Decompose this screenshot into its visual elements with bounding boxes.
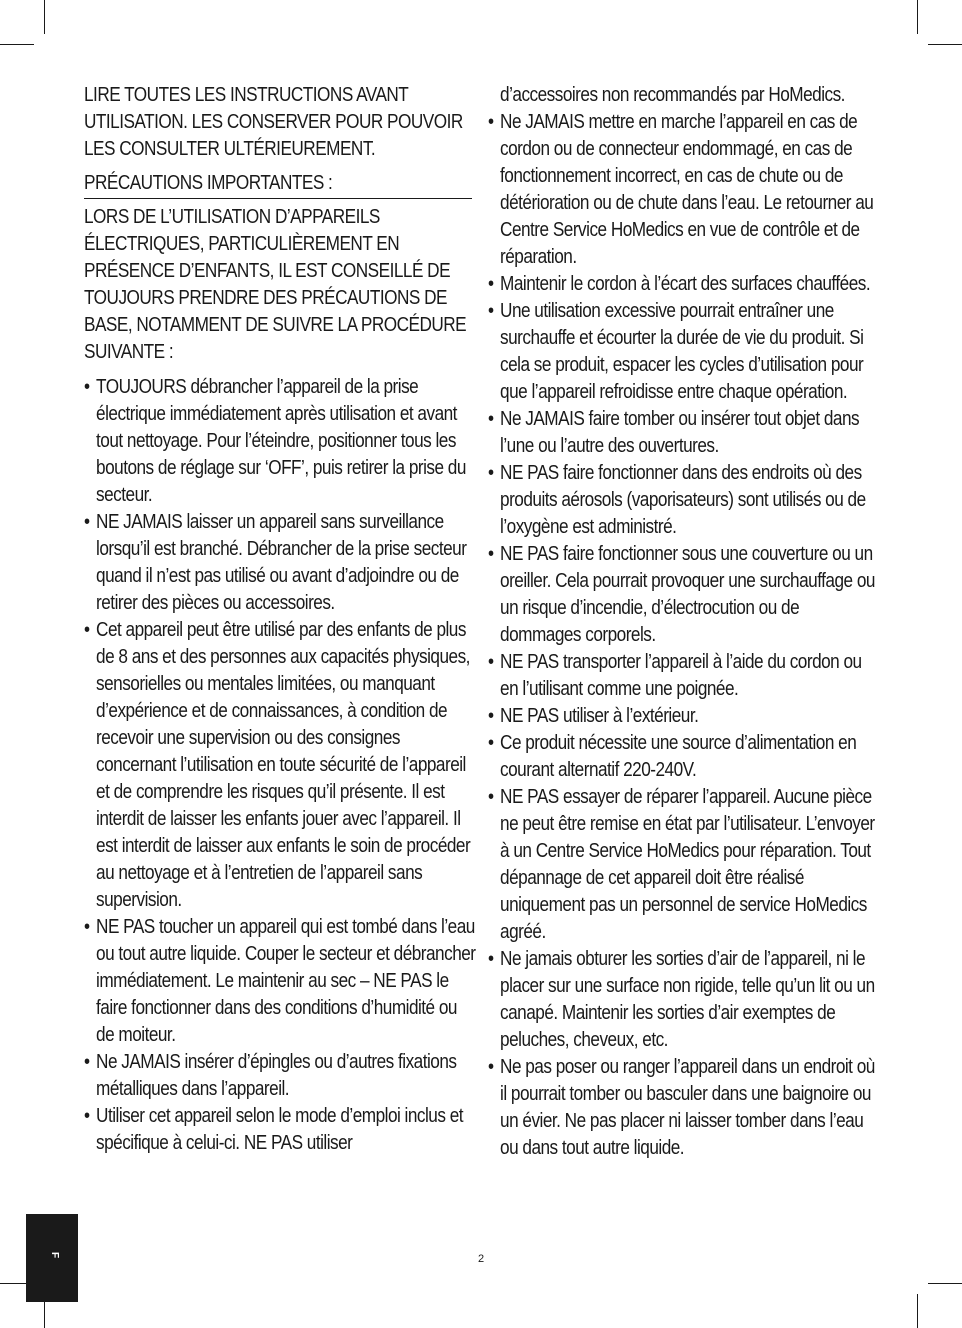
right-column [488,82,880,1162]
list-item: • Maintenir le cordon à l’écart des surfaces chauffées. [488,271,880,298]
heading-main: LIRE TOUTES LES INSTRUCTIONS AVANT UTILISATION. LES CONSERVER POUR POUVOIR LES CONSULTER ULTÉRIEUREMENT. [84,84,463,160]
list-item: • Ne jamais obturer les sorties d’air de l’appareil, ni le placer sur une surface non rigide, telle qu’un lit ou un canapé. Maintenir les sorties d’air exemptes de peluches, cheveux, etc. [488,946,880,1054]
crop-mark [0,44,34,45]
list-item: • TOUJOURS débrancher l’appareil de la prise électrique immédiatement après utilisation et avant tout nettoyage. Pour l’éteindre, positionner tous les boutons de réglage sur ‘OFF’, puis retirer la prise du secteur. [84,374,476,509]
list-item: • Ce produit nécessite une source d’alimentation en courant alternatif 220-240V. [488,730,880,784]
crop-mark [44,0,45,34]
crop-mark [917,1294,918,1328]
left-bullet-list [84,374,476,1157]
page-number: 2 [478,1253,485,1265]
list-item: • NE PAS essayer de réparer l’appareil. Aucune pièce ne peut être remise en état par l’utilisateur. L’envoyer à un Centre Service HoMedics pour réparation. Tout dépannage de cet appareil doit être réalisé uniquement pas un personnel de service HoMedics agréé. [488,784,880,946]
heading-underline [84,198,472,199]
crop-mark [928,44,962,45]
list-item: • NE JAMAIS laisser un appareil sans surveillance lorsqu’il est branché. Débrancher de la prise secteur quand il n’est pas utilisé ou avant d’adjoindre ou de retirer des pièces ou accessoires. [84,509,476,617]
list-item: • Ne JAMAIS faire tomber ou insérer tout objet dans l’une ou l’autre des ouvertures. [488,406,880,460]
list-item: • Ne JAMAIS insérer d’épingles ou d’autres fixations métalliques dans l’appareil. [84,1049,476,1103]
list-item: • NE PAS faire fonctionner dans des endroits où des produits aérosols (vaporisateurs) sont utilisés ou de l’oxygène est administré. [488,460,880,541]
list-item: • Une utilisation excessive pourrait entraîner une surchauffe et écourter la durée de vie du produit. Si cela se produit, espacer les cycles d’utilisation pour que l’appareil refroidisse entre chaque opération. [488,298,880,406]
list-item: • NE PAS utiliser à l’extérieur. [488,703,880,730]
crop-mark [928,1283,962,1284]
continued-bullet-text: d’accessoires non recommandés par HoMedics. [500,84,845,106]
intro-paragraph: LORS DE L’UTILISATION D’APPAREILS ÉLECTRIQUES, PARTICULIÈREMENT EN PRÉSENCE D’ENFANTS, IL EST CONSEILLÉ DE TOUJOURS PRENDRE DES PRÉCAUTIONS DE BASE, NOTAMMENT DE SUIVRE LA PROCÉDURE SUIVANTE : [84,206,467,363]
left-column [84,82,476,1157]
list-item: • Ne pas poser ou ranger l’appareil dans un endroit où il pourrait tomber ou basculer dans une baignoire ou un évier. Ne pas placer ni laisser tomber dans l’eau ou dans tout autre liquide. [488,1054,880,1162]
crop-mark [917,0,918,34]
list-item: • Cet appareil peut être utilisé par des enfants de plus de 8 ans et des personnes aux capacités physiques, sensorielles ou mentales limitées, ou manquant d’expérience et de connaissances, à condition de recevoir une supervision ou des consignes concernant l’utilisation en toute sécurité de l’appareil et de comprendre les risques qu’il présente. Il est interdit de laisser les enfants jouer avec l’appareil. Il est interdit de laisser aux enfants le soin de procéder au nettoyage et à l’entretien de l’appareil sans supervision. [84,617,476,914]
list-item: • Ne JAMAIS mettre en marche l’appareil en cas de cordon ou de connecteur endommagé, en cas de fonctionnement incorrect, en cas de chute ou de détérioration ou de chute dans l’eau. Le retourner au Centre Service HoMedics en vue de contrôle et de réparation. [488,109,880,271]
list-item: • NE PAS transporter l’appareil à l’aide du cordon ou en l’utilisant comme une poignée. [488,649,880,703]
list-item: • Utiliser cet appareil selon le mode d’emploi inclus et spécifique à celui-ci. NE PAS utiliser [84,1103,476,1157]
list-item: • NE PAS toucher un appareil qui est tombé dans l’eau ou tout autre liquide. Couper le secteur et débrancher immédiatement. Le maintenir au sec – NE PAS le faire fonctionner dans des conditions d’humidité ou de moiteur. [84,914,476,1049]
heading-important-precautions: PRÉCAUTIONS IMPORTANTES : [84,172,333,194]
language-tab-letter: F [49,1252,60,1259]
list-item: • NE PAS faire fonctionner sous une couverture ou un oreiller. Cela pourrait provoquer une surchauffage ou un risque d’incendie, d’électrocution ou de dommages corporels. [488,541,880,649]
right-bullet-list [488,109,880,1162]
